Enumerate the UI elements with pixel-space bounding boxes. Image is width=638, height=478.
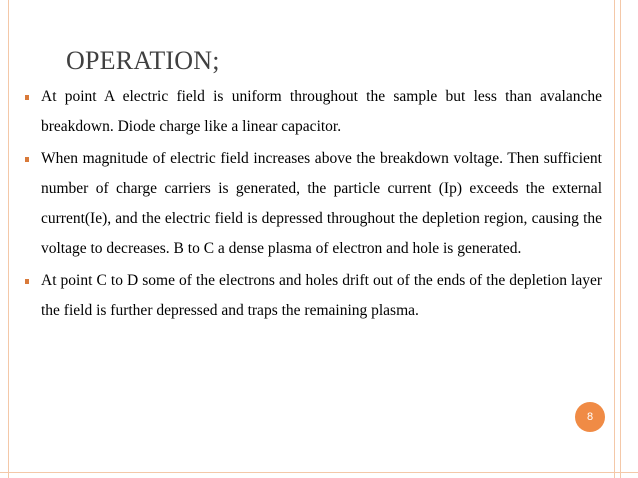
bullet-text-2: When magnitude of electric field increases above the breakdown voltage. Then sufficient number of charge carriers is generated, the particle current (Ip) exceeds the external current(Ie), and the electric field is depressed throughout the depletion region, causing the voltage to decreases. B to C a dense plasma of electron and hole is generated.: [41, 150, 602, 257]
bullet-text-1: At point A electric field is uniform throughout the sample but less than avalanche breakdown. Diode charge like a linear capacitor.: [41, 88, 602, 135]
slide-title: OPERATION;: [66, 46, 220, 75]
bullet-list: [22, 82, 602, 326]
bullet-item-2: [22, 144, 602, 264]
page-number-badge: 8: [575, 402, 605, 432]
right-border-line-inner: [614, 0, 615, 478]
bullet-item-3: [22, 266, 602, 326]
bullet-item-1: [22, 82, 602, 142]
left-border-line: [8, 0, 9, 478]
right-border-line-outer: [620, 0, 621, 478]
bullet-marker-icon: [25, 157, 29, 162]
bullet-marker-icon: [25, 279, 29, 284]
bottom-border-line: [0, 472, 638, 473]
bullet-text-3: At point C to D some of the electrons and holes drift out of the ends of the depletion layer the field is further depressed and traps the remaining plasma.: [41, 272, 602, 319]
bullet-marker-icon: [25, 95, 29, 100]
